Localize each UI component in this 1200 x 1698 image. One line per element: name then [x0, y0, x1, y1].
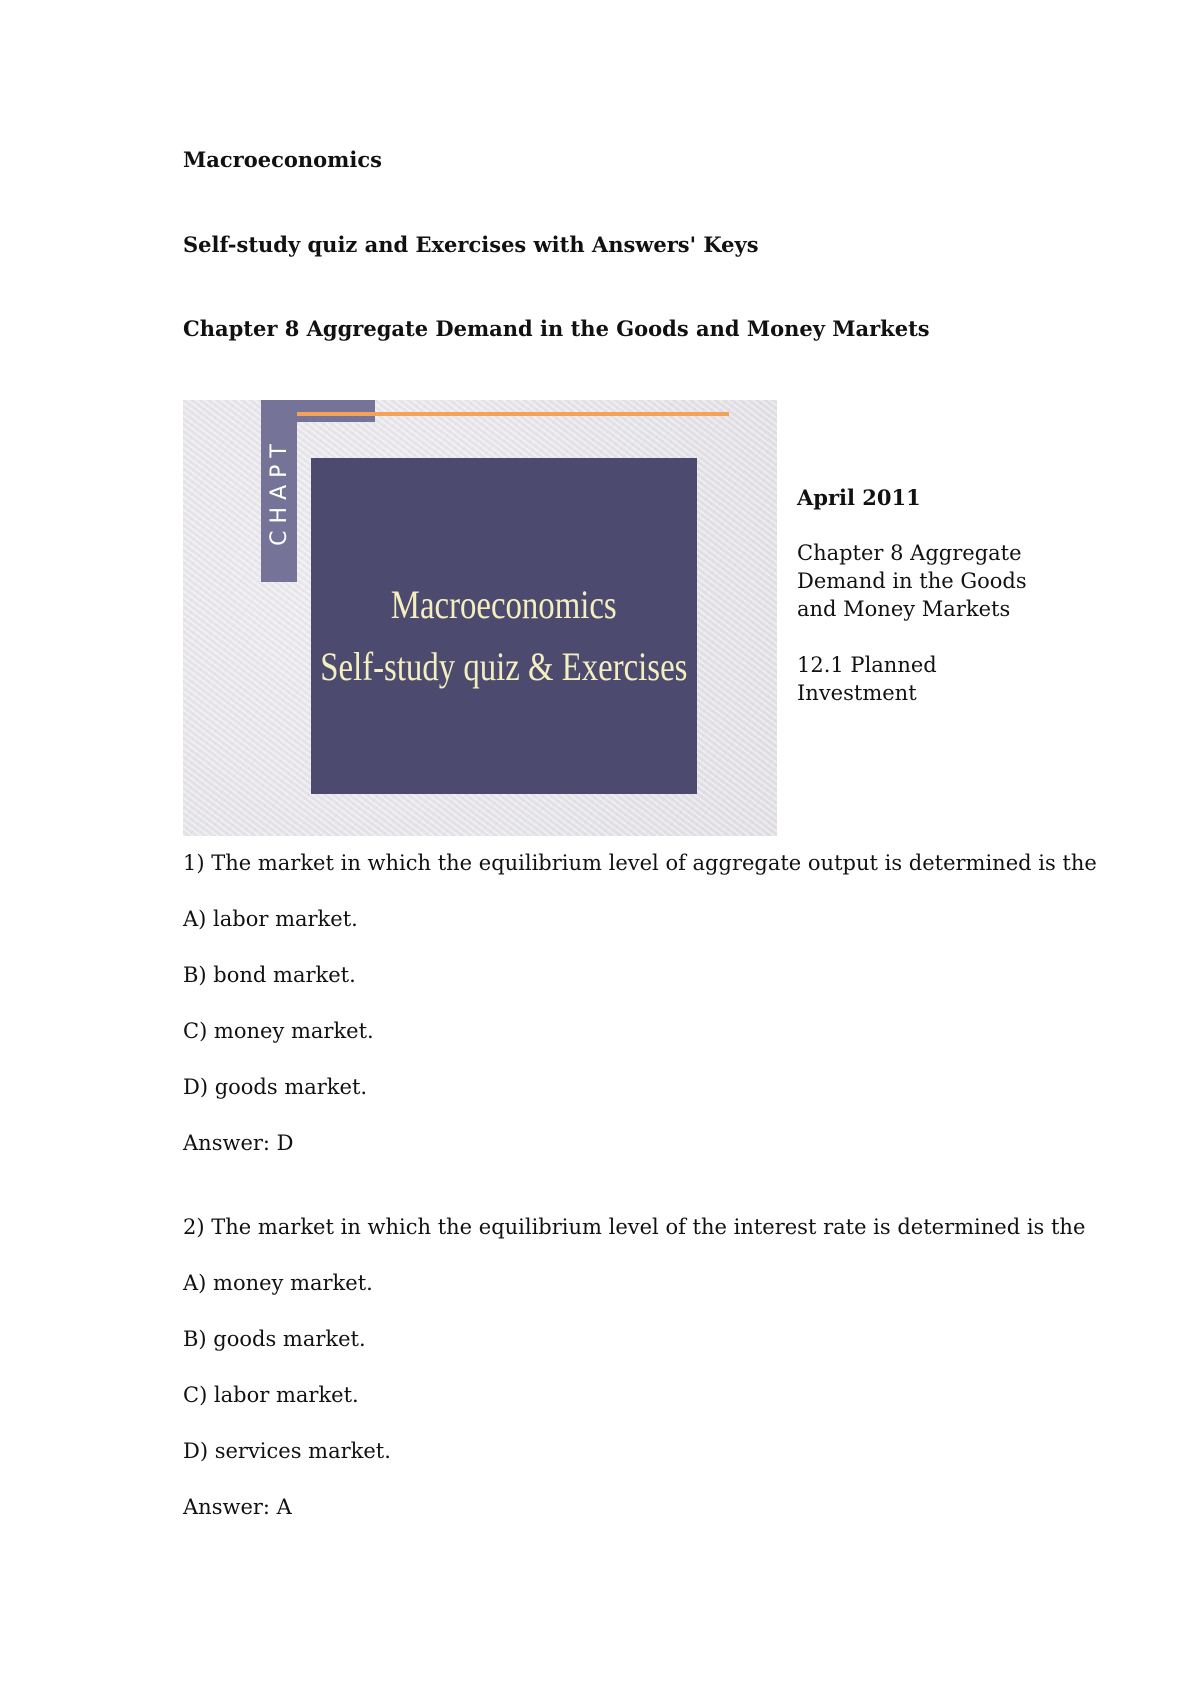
option-d: D) goods market.	[183, 1075, 368, 1099]
option-b: B) goods market.	[183, 1327, 366, 1351]
option-d: D) services market.	[183, 1439, 391, 1463]
option-a: A) money market.	[183, 1271, 373, 1295]
slide-title-line-2: Self-study quiz & Exercises	[320, 644, 688, 689]
option-b: B) bond market.	[183, 963, 356, 987]
chapter-heading: Chapter 8 Aggregate Demand in the Goods and Money Markets	[183, 316, 930, 341]
sidebar-section-line-1: 12.1 Planned	[797, 653, 937, 677]
answer: Answer: D	[183, 1131, 294, 1155]
question-prompt: 1) The market in which the equilibrium level of aggregate output is determined is the	[183, 851, 1097, 875]
sidebar-chapter-line-1: Chapter 8 Aggregate	[797, 541, 1022, 565]
slide-side-label-text: CHAPT	[266, 436, 292, 546]
sidebar-section-line-2: Investment	[797, 681, 917, 705]
question-prompt: 2) The market in which the equilibrium level of the interest rate is determined is the	[183, 1215, 1086, 1239]
sidebar-chapter-line-2: Demand in the Goods	[797, 569, 1027, 593]
sidebar-date: April 2011	[797, 485, 921, 510]
slide-title-line-1: Macroeconomics	[391, 582, 617, 627]
document-subject: Macroeconomics	[183, 147, 382, 172]
sidebar-chapter-line-3: and Money Markets	[797, 597, 1011, 621]
option-c: C) labor market.	[183, 1383, 359, 1407]
answer: Answer: A	[183, 1495, 292, 1519]
document-subtitle: Self-study quiz and Exercises with Answers' Keys	[183, 232, 759, 257]
chapter-slide-image	[183, 400, 777, 836]
option-a: A) labor market.	[183, 907, 358, 931]
option-c: C) money market.	[183, 1019, 374, 1043]
slide-title-box	[311, 458, 697, 794]
slide-orange-rule	[297, 412, 729, 416]
slide-side-label	[261, 400, 297, 582]
